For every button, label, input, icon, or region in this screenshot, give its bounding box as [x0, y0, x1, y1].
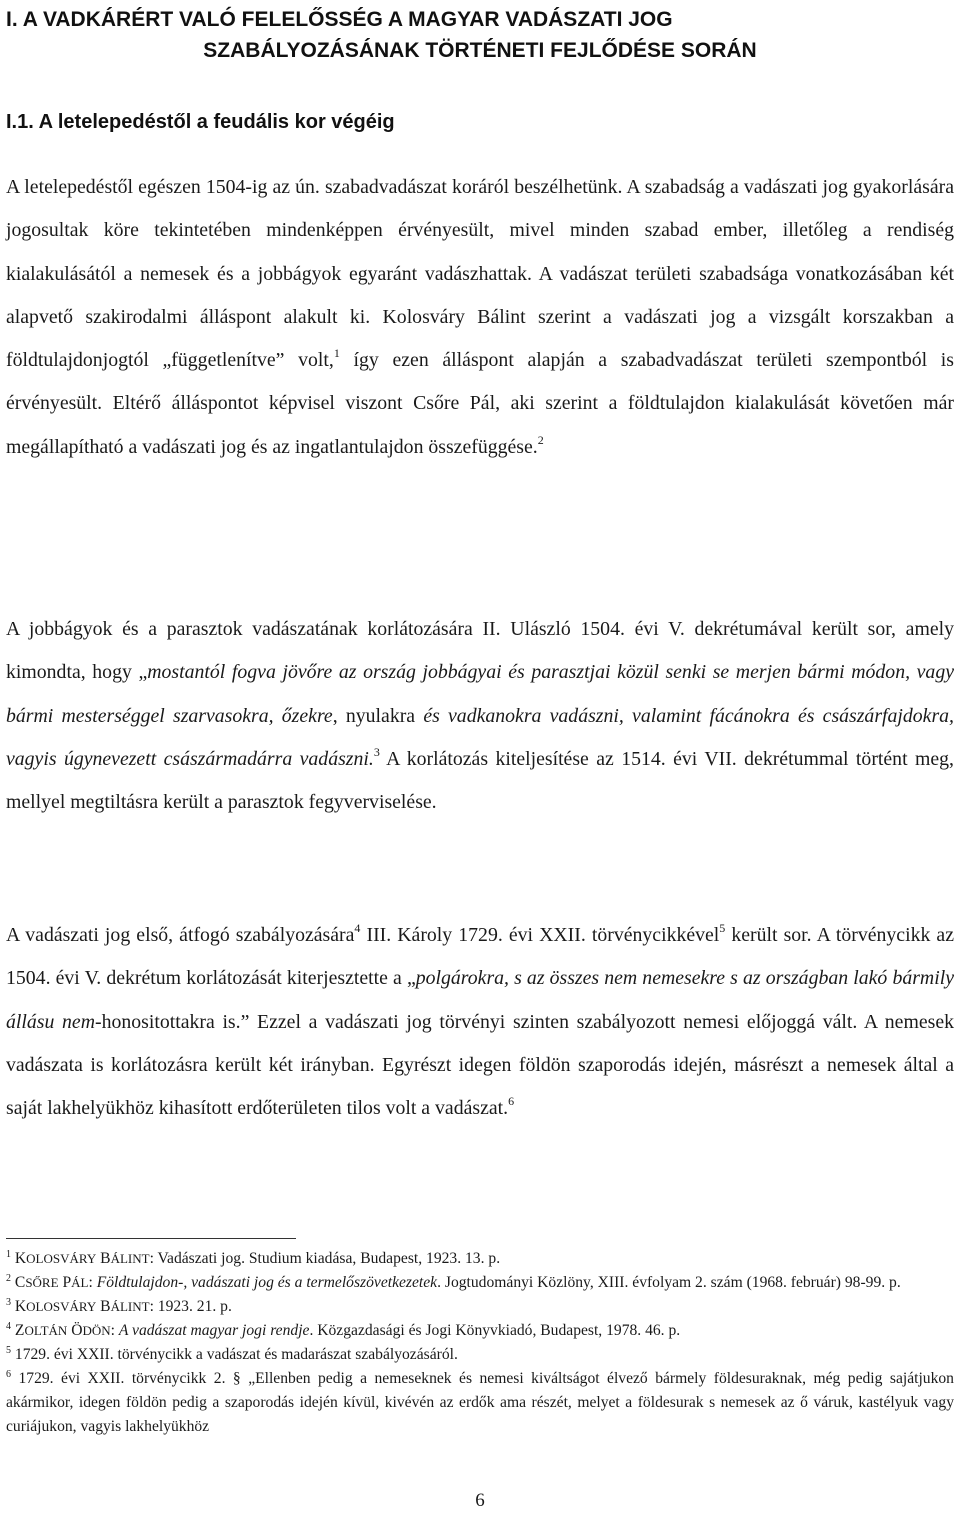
footnote-ref-4: 4 [354, 921, 361, 935]
footnote-ref-3: 3 [373, 744, 380, 759]
footnote-author: B [96, 1298, 111, 1315]
footnote-author: K [14, 1298, 27, 1315]
section-heading: I.1. A letelepedéstől a feudális kor végéig [6, 111, 395, 133]
paragraph-2-quote-b: és vadkanokra vadászni, valamint fácánokra és császárfajdokra, vagyis úgynevezett császármadárra vadászni. [6, 704, 954, 770]
paragraph-1 [6, 166, 954, 469]
paragraph-3-quote: polgárokra, s az összes nem nemesekre s az országban lakó bármily állásu nem [6, 967, 954, 1033]
footnote-4 [6, 1319, 954, 1343]
chapter-heading-line-2: SZABÁLYOZÁSÁNAK TÖRTÉNETI FEJLŐDÉSE SORÁN [203, 39, 757, 62]
paragraph-3-text-b: III. Károly 1729. évi XXII. törvénycikkével [360, 924, 720, 946]
footnote-author-smallcaps: ÁLINT [110, 1299, 150, 1314]
footnote-author: P [58, 1274, 72, 1291]
footnote-author-smallcaps: OLOSVÁRY [26, 1251, 97, 1266]
footnote-number: 1 [6, 1249, 11, 1260]
paragraph-2-text-c: A korlátozás kiteljesítése az 1514. évi VII. dekrétummal történt meg, mellyel megtiltásra került a parasztok fegyverviselése. [6, 747, 954, 814]
footnote-ref-1: 1 [333, 346, 340, 361]
footnote-text: 1729. évi XXII. törvénycikk a vadászat és madarászat szabályozásáról. [14, 1346, 458, 1363]
paragraph-3-text-a: A vadászati jog első, átfogó szabályozására [6, 924, 355, 946]
footnote-text: 1729. évi XXII. törvénycikk 2. § „Ellenben pedig a nemeseknek és nemesi kiváltságot élvező bármely földesuraknak, még pedig sajátjukon akármikor, idegen földön pedig a szaporodás idején kívül, kivévén az erdők ama részét, melyet a földesurak s nemesek az ő váruk, kastélyuk vagy curiájukon, vagyis lakhelyükhöz [6, 1370, 954, 1435]
footnote-author-smallcaps: DÖN [82, 1323, 111, 1338]
footnote-author: Ö [67, 1322, 83, 1339]
footnote-number: 5 [6, 1345, 11, 1356]
paragraph-1-text-b: így ezen álláspont alapján a szabadvadászat területi szempontból is érvényesült. Eltérő álláspontot képvisel viszont Csőre Pál, aki szerint a földtulajdon kialakulását követően már megállapítható a vadászati jog és az ingatlantulajdon összefüggése. [6, 349, 954, 458]
footnote-6 [6, 1367, 954, 1439]
footnote-text: : Vadászati jog. Studium kiadása, Budapest, 1923. 13. p. [149, 1250, 501, 1267]
paragraph-2-text-b: , nyulakra [332, 704, 424, 727]
paragraph-3-text-c: került sor. A törvénycikk az 1504. évi V. dekrétum korlátozását kiterjesztette a „ [6, 924, 954, 990]
footnote-1 [6, 1247, 954, 1271]
footnote-2 [6, 1271, 954, 1295]
footnote-5 [6, 1343, 954, 1367]
paragraph-3 [6, 914, 954, 1130]
footnote-author-smallcaps: OLOSVÁRY [26, 1299, 97, 1314]
footnote-author: K [14, 1250, 27, 1267]
footnote-ref-2: 2 [537, 432, 544, 447]
footnote-author-smallcaps: OLTÁN [24, 1323, 68, 1338]
footnote-author-smallcaps: SŐRE [25, 1275, 59, 1290]
footnote-ref-5: 5 [719, 921, 726, 935]
paragraph-2 [6, 608, 954, 824]
footnote-text: . Jogtudományi Közlöny, XIII. évfolyam 2. szám (1968. február) 98-99. p. [437, 1274, 901, 1291]
footnotes [6, 1247, 954, 1439]
paragraph-1-text-a: A letelepedéstől egészen 1504-ig az ún. szabadvadászat koráról beszélhetünk. A szabadság a vadászati jog gyakorlására jogosultak köre tekintetében mindenképpen érvényesült, mivel minden szabad ember, illetőleg a rendiség kialakulásától a nemesek és a jobbágyok egyaránt vadászhattak. A vadászat területi szabadsága vonatkozásában két alapvető szakirodalmi álláspont alakult ki. Kolosváry Bálint szerint a vadászati jog a vizsgált korszakban a földtulajdonjogtól „függetlenítve” volt, [6, 176, 954, 372]
footnote-author: B [96, 1250, 111, 1267]
footnote-author: Z [14, 1322, 25, 1339]
footnote-title: A vadászat magyar jogi rendje [118, 1322, 310, 1339]
chapter-heading-line-1: I. A VADKÁRÉRT VALÓ FELELŐSSÉG A MAGYAR VADÁSZATI JOG [6, 8, 673, 31]
paragraph-2-quote-a: mostantól fogva jövőre az ország jobbágyai és parasztjai közül senki se merjen bármi módon, vagy bármi mesterséggel szarvasokra, őzekre [6, 661, 954, 727]
footnote-number: 4 [6, 1321, 11, 1332]
footnote-number: 6 [6, 1369, 11, 1380]
footnote-author: C [14, 1274, 26, 1291]
paragraph-3-text-d: -honositottakra is.” Ezzel a vadászati jog törvényi szinten szabályozott nemesi előjoggá vált. A nemesek vadászata is korlátozásra került két irányban. Egyrészt idegen földön szaporodás idején, másrészt a nemesek által a saját lakhelyükhöz kihasított erdőterületen tilos volt a vadászat. [6, 1010, 954, 1120]
footnote-author-smallcaps: ÁLINT [110, 1251, 150, 1266]
footnote-ref-6: 6 [508, 1094, 515, 1109]
footnote-text: : 1923. 21. p. [149, 1298, 232, 1315]
footnote-number: 2 [6, 1273, 11, 1284]
footnote-title: Földtulajdon-, vadászati jog és a termelőszövetkezetek [96, 1274, 438, 1291]
paragraph-2-text-a: A jobbágyok és a parasztok vadászatának korlátozására II. Ulászló 1504. évi V. dekrétumával került sor, amely kimondta, hogy „ [6, 618, 954, 684]
footnote-text: . Közgazdasági és Jogi Könyvkiadó, Budapest, 1978. 46. p. [309, 1322, 681, 1339]
footnote-number: 3 [6, 1297, 11, 1308]
footnote-text: : [110, 1322, 119, 1339]
page-number: 6 [475, 1490, 485, 1511]
footnote-3 [6, 1295, 954, 1319]
footnote-text: : [88, 1274, 97, 1291]
chapter-heading [6, 4, 954, 66]
footnote-author-smallcaps: ÁL [71, 1275, 89, 1290]
footnote-separator [6, 1238, 296, 1239]
